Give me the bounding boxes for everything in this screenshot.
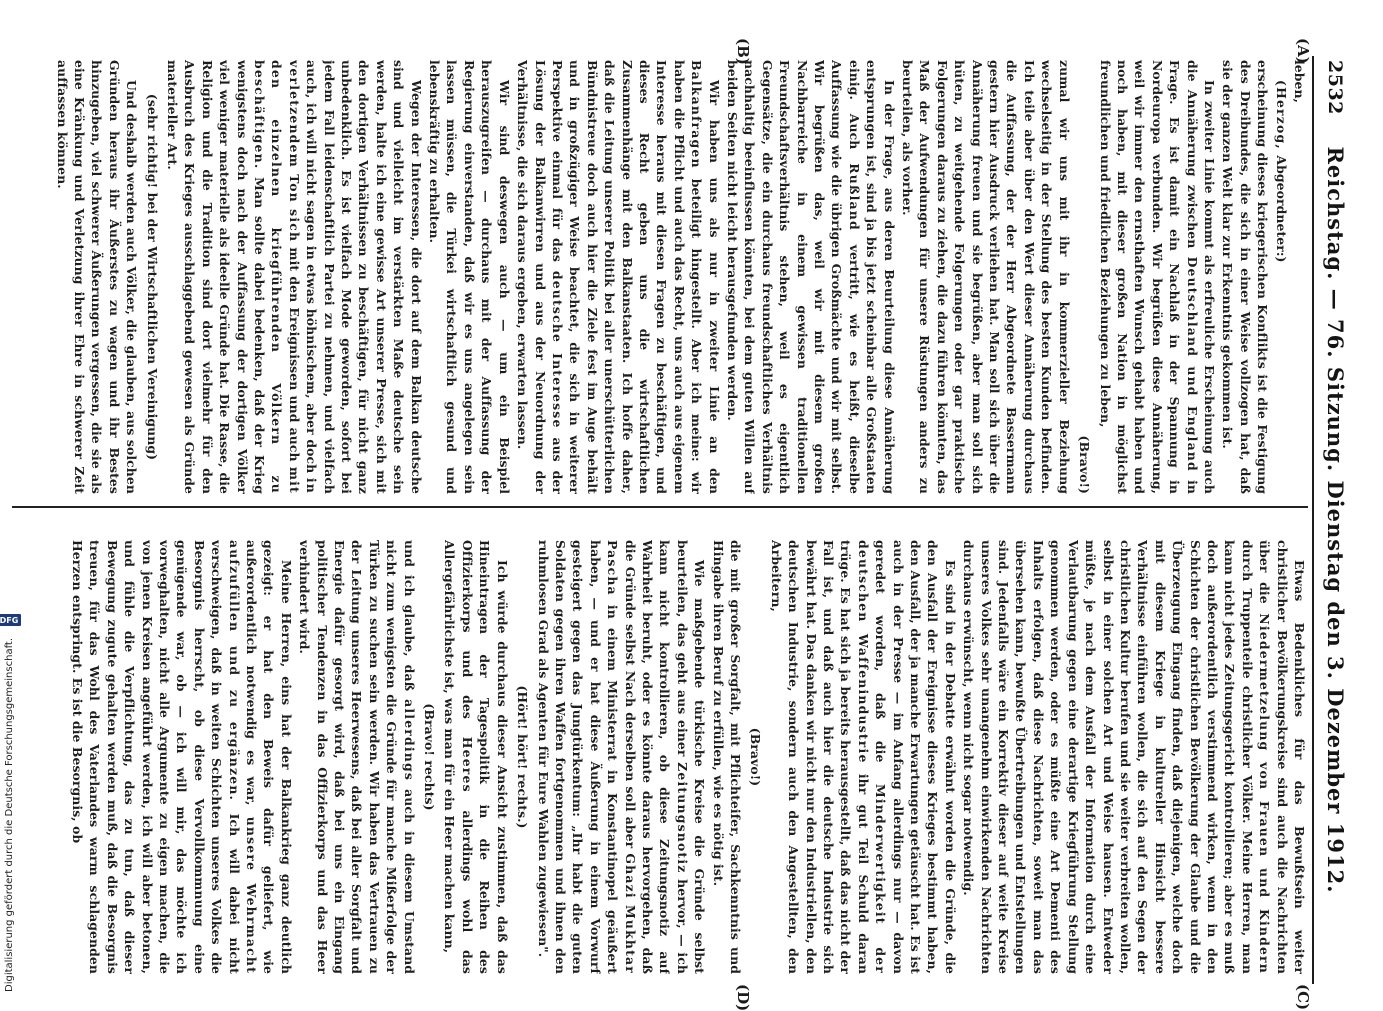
- margin-marker-d: (D): [734, 984, 752, 1011]
- body-text: vertritt, wie es heißt, dieselbe Auffassung wie die übrigen Großmächte und wir mit selbst. Wir begrüßen das, weil wir mit diesem großen Nachbarreiche in einem gewissen traditionellen Freundschaftsverhältnis stehen, weil es eigentlich Gegensätze, die ein durchaus freundschaftliches Verhältnis nachhaltig beeinflussen könnten, bei dem guten Willen auf beiden Seiten nicht leicht herausgefunden werden.: [725, 60, 862, 494]
- body-text: Meine Herren, eins hat der Balkankrieg ganz deutlich gezeigt: er hat den Beweis dafür geliefert, wie außerordentlich notwendig es war,: [244, 540, 294, 974]
- body-text: durch Truppenteile christlicher Völker. Meine Herren, man kann nicht jedes Zeitungsgericht kontrollieren; aber es muß doch außerordentlich verstimmend wirken, wenn in den Schichten der christlichen Bevölkerung der Glaube und die Überzeugung Eingang finden, daß diejenigen, welche doch mit diesem Kriege in kultureller Hinsicht bessere Verhältnisse einführen wollen, die sich auf den Segen der christlichen Kultur berufen und sie weiter verbreiten wollen, selbst in einer solchen Art und Weise hausen. Entweder müßte, je nach dem Ausfall der Information durch eine Verlautbarung gegen eine derartige Kriegführung Stellung genommen werden, oder es müßte eine Art Dementi des Inhalts erfolgen, daß diese Nachrichten, soweit man das übersehen kann, bewußte Übertreibungen und Entstellungen sind. Jedenfalls wäre ein Korrektiv dieser auf weite Kreise unseres Volkes sehr unangenehm einwirkenden Nachrichten durchaus erwünscht, wenn nicht sogar notwendig.: [961, 540, 1255, 974]
- body-text: Wegen der Interessen, die dort auf dem Balkan deutsche sind und vielleicht im verstärkten Maße deutsche sein werden, halte ich eine gewisse Art unserer Presse, sich mit den dortigen Verhältnissen zu beschäftigen, für nicht ganz unbedenklich. Es ist vielfach Mode geworden, sofort bei jedem Fall leidenschaftlich Partei zu nehmen, und vielfach auch, ich will nicht sagen in etwas höhnischem, aber doch: [304, 60, 424, 494]
- page-header: [1312, 56, 1350, 984]
- column-divider: [12, 506, 1308, 508]
- page-number: 2532: [1324, 60, 1346, 115]
- paragraph: [960, 540, 1308, 974]
- body-text: Und deshalb werden auch Völker, die glauben, aus solchen Gründen heraus ihr Äußerstes zu wagen und ihr Bestes hinzugeben, viel schwerer Äußerungen vergessen, die sie als eine Kränkung und Verletzung ihrer Ehre in schwerer Zeit auffassen können.: [54, 60, 140, 494]
- body-text: (Bravo!): [1077, 435, 1093, 494]
- body-text: mit den Ereignissen und auch: [286, 242, 302, 467]
- emphasized-text: Minderwertigkeit der deutschen Waffenindustrie: [855, 540, 889, 974]
- emphasized-text: Niedermetzelung von Frauen und Kindern: [1257, 613, 1273, 974]
- paragraph: [143, 60, 160, 494]
- digitization-note-text: Digitalisierung gefördert durch die Deutsche Forschungsgemeinschaft.: [3, 637, 15, 992]
- emphasized-text: Heeres: [459, 736, 475, 793]
- paragraph: [514, 540, 531, 974]
- paragraph: [899, 60, 1073, 494]
- emphasized-text: mit den einzelnen kriegführenden Völkern zu beschäftigen.: [252, 60, 302, 494]
- dfg-logo-icon: DFG: [0, 614, 21, 626]
- paragraph: [296, 540, 418, 974]
- margin-marker-c: (C): [1294, 984, 1312, 1011]
- emphasized-text: unsere Wehrmacht aufzufüllen und zu ergänzen.: [226, 540, 260, 974]
- paragraph: [747, 540, 764, 974]
- paragraph: [69, 540, 295, 974]
- paragraph: [1219, 60, 1271, 494]
- body-text: Wir sind deswegen auch — um ein Beispiel herauszugreifen — durchaus mit der Auffassung der Regierung einverstanden, daß wir es uns angelegen sein lassen müssen, die Türkei wirtschaftlich gesund und lebenskräftig zu erhalten.: [427, 60, 512, 494]
- paragraph: [164, 60, 425, 494]
- body-text: Es sind in der Debatte erwähnt worden die Gründe, die den Ausfall der Ereignisse dieses Krieges bestimmt haben, den Ausfall, der ja manche Erwartungen getäuscht hat. Es ist auch in der Presse — im Anfang allerdings nur — davon geredet worden, daß die: [873, 540, 958, 974]
- margin-marker-b: (B): [734, 38, 752, 65]
- body-text: hervor, — ich kann nicht kontrollieren, ob diese Zeitungsnotiz auf Wahrheit beruht, oder es könnte daraus hervorgehen, daß die Gründe selbst Nach derselben soll aber: [622, 540, 690, 974]
- paragraph: [421, 540, 438, 974]
- emphasized-text: allerdings: [401, 699, 417, 782]
- paragraph: [534, 540, 708, 974]
- body-text: Wie maßgebende türkische Kreise die Gründe selbst beurteilen, das geht aus einer: [674, 540, 708, 974]
- body-text: die mit großer Sorgfalt, mit Pflichteifer, Sachkenntnis und Hingabe ihren Beruf zu erfüllen, wie es nötig ist.: [710, 540, 743, 974]
- paragraph: [724, 60, 898, 494]
- session-title: Reichstag. — 76. Sitzung. Dienstag den 3. Dezember 1912.: [1323, 146, 1348, 894]
- emphasized-text: Rußland: [846, 163, 862, 231]
- emphasized-text: in verletzendem Ton sich: [286, 60, 320, 494]
- body-text: beteiligt hingestellt. Aber ich meine: wir haben die Pflicht und auch das Recht, uns auch aus eigenem Interesse heraus mit diesen Fragen zu beschäftigen, und dieses Recht geben uns die wirtschaftlichen Zusammenhänge mit den Balkanstaaten. Ich hoffe daher, daß die Leitung unserer Politik bei aller unerschütterlichen Bündnistreue doch auch hier die Ziele fest im Auge behält und in großzügiger Weise beachtet, die sich in weiterer Perspektive einmal für das: [549, 60, 705, 494]
- body-text: in Frage. Es ist damit ein Nachlaß in der Spannung in Nordeuropa verbunden. Wir begrüßen diese Annäherung, weil wir immer den ernsthaften Wunsch gehabt haben und noch haben, mit dieser großen Nation in möglichst freundlichen und friedlichen Beziehungen zu leben,: [1097, 60, 1200, 494]
- body-text: zumal wir uns mit ihr in kommerzieller Beziehung wechselseitig in der Stellung des besten Kunden befinden. Ich teile aber über den Wert dieser Annäherung durchaus die Auffassung, der der Herr Abgeordnete Bassermann gestern hier Ausdruck verliehen hat. Man soll sich über die Annäherung freuen und sie begrüßen, aber man soll sich hüten, zu weitgehende Folgerungen oder gar praktische Folgerungen daraus zu ziehen, die dazu führen könnten, das Maß der Aufwendungen für unsere Rüstungen anders zu beurteilen, als vorher.: [900, 60, 1072, 494]
- emphasized-text: Deutschland und England: [1184, 256, 1200, 472]
- body-text: Etwas Bedenkliches für das Bewußtsein weiter christlicher Bevölkerungskreise sind auch die Nachrichten über die: [1257, 540, 1307, 974]
- body-text: Ich will dabei nicht verschweigen, daß in weiten Schichten unseres Volkes die Besorgnis herrscht, ob diese Vervollkommnung eine genügende war, ob — ich will mir, das möchte ich vorweghalten, nicht alle Argumente zu eigen machen, die von jenen Kreisen angeführt werden, ich will aber betonen, und fühle die Verpflichtung, das zu tun, daß dieser Bewegung zugute gehalten werden muß, daß die Besorgnis treuen, für das Wohl des Vaterlandes warm schlagenden Herzen entspringt. Es ist die Besorgnis, ob: [69, 540, 242, 974]
- body-text: Abgeordneter:): [1273, 155, 1289, 263]
- body-text: erscheinung dieses kriegerischen Konflikts ist die Festigung des Dreibundes, die sich in einer Weise vollzogen hat, daß sie der ganzen Welt klar zur Erkenntnis gekommen ist.: [1220, 60, 1271, 494]
- paragraph: [767, 540, 958, 974]
- body-text: In zweiter Linie kommt als erfreuliche Erscheinung auch die Annäherung zwischen: [1184, 60, 1217, 494]
- text-column-left: [8, 60, 1308, 494]
- emphasized-text: Balkanfragen: [689, 60, 705, 169]
- body-text: Man sollte dabei bedenken, daß der Krieg wenigstens doch nach der Auffassung der dortigen Völker viel weniger materielle als ideelle Gründe hat. Die Rasse, die Religion und die Tradition sind dort vielmehr für den Ausbruch des Krieges ausschlaggebend gewesen als Gründe materieller Art.: [165, 60, 268, 494]
- body-text: leben,: [1292, 60, 1307, 104]
- paragraph: [1076, 60, 1093, 494]
- paragraph: [514, 60, 723, 494]
- body-text: aus der Lösung der Balkanwirren und aus der Neuordnung der Verhältnisse, die sich daraus ergeben, erwarten lassen.: [515, 60, 565, 494]
- paragraph: [1291, 60, 1308, 494]
- body-text: allerdings wohl das Allergefährlichste ist, was man für ein Heer machen kann,: [442, 540, 475, 974]
- paragraph: [1096, 60, 1218, 494]
- body-text: Wir haben uns als nur in zweiter Linie an den: [706, 80, 722, 494]
- body-text: in einem Ministerrat in Konstantinopel geäußert haben, — und er hat diese Äußerung in einem Vorwurf gesteigert gegen das Jungtürkentum: „Ihr habt die guten Soldaten gegen ihren Waffen fortgenommen und ihnen den ruhmlosen Grad als Agenten für Eure Wahlen zugewiesen".: [535, 540, 621, 974]
- body-text: Ich würde durchaus dieser Ansicht zustimmen, daß das Hineintragen der Tagespolitik in die Reihen des Offizierkorps und des: [459, 540, 510, 974]
- emphasized-text: Zeitungsnotiz: [674, 762, 690, 874]
- paragraph: [1272, 60, 1289, 494]
- body-text: (Bravo!): [748, 727, 764, 787]
- text-column-right: [8, 540, 1308, 974]
- newspaper-page: [0, 38, 1352, 1011]
- body-text: ihr gut Teil Schuld daran trüge. Es hat sich ja bereits herausgestellt, daß das nicht der Fall ist, und daß auch hier die deutsche Industrie sich bewährt hat. Das danken wir nicht nur den Industriellen, den deutschen Industrie, sondern auch den Angestellten, den Arbeitern,: [768, 540, 871, 974]
- paragraph: [709, 540, 744, 974]
- paragraph: [441, 540, 511, 974]
- body-text: und ich glaube, daß: [401, 540, 417, 700]
- emphasized-text: (Herzog,: [1273, 80, 1289, 156]
- digitization-note: [0, 12, 19, 992]
- body-text: In der Frage, aus deren Beurteilung diese Annäherung entsprungen ist, sind ja bis jetzt scheinbar alle Großstaaten einig. Auch: [846, 60, 897, 494]
- body-text: (Bravo! rechts): [422, 703, 438, 811]
- body-text: auch in diesem Umstand nicht zum wenigsten die Gründe für manche Mißerfolge der Türken zu suchen sein werden. Wir haben das Vertrauen zu der Leitung unseres Heerwesens, daß bei aller Sorgfalt und Energie dafür gesorgt wird, daß bei uns ein Eingang politischer Tendenzen in das Offizierkorps und das Heer verhindert wird.: [297, 540, 417, 974]
- paragraph: [53, 60, 140, 494]
- body-text: (Hört! hört! rechts.): [515, 685, 531, 829]
- margin-marker-a: (A): [1294, 38, 1312, 64]
- emphasized-text: deutsche Interesse: [549, 270, 565, 429]
- emphasized-text: Ghazi Mukhtar Pascha: [605, 540, 638, 974]
- paragraph: [426, 60, 513, 494]
- body-text: (sehr richtig! bei der Wirtschaftlichen Vereinigung): [144, 93, 160, 461]
